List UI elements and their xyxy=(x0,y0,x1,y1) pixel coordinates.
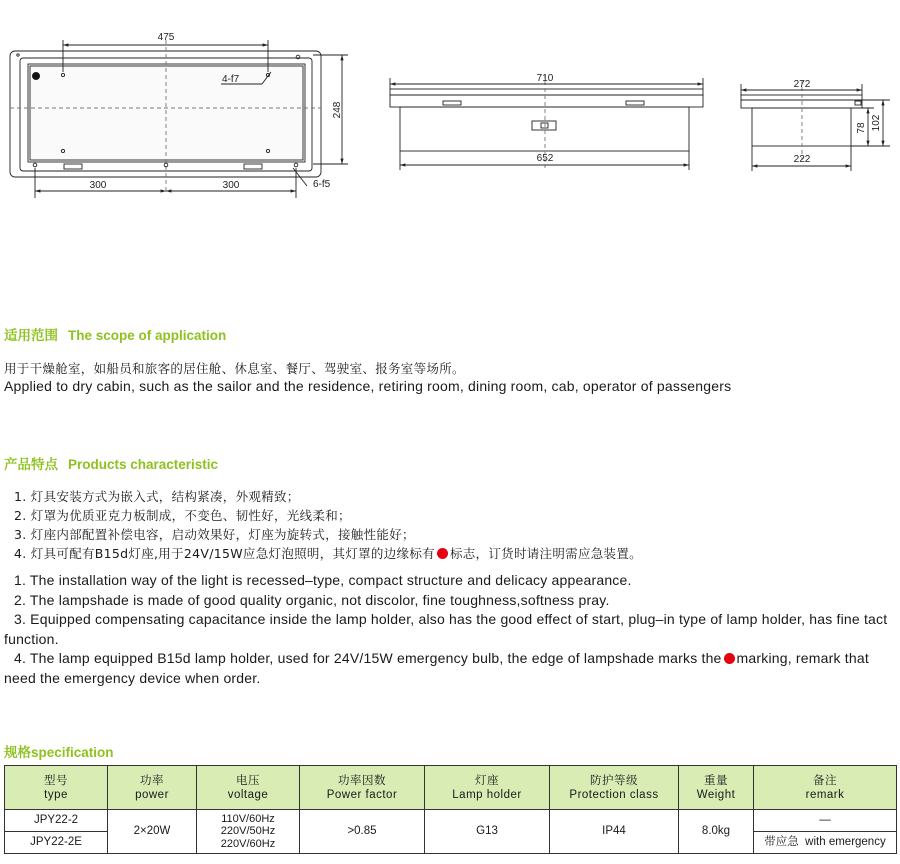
item4-zh-after: 标志，订货时请注明需应急装置。 xyxy=(449,546,642,561)
characteristic-item-en: 2. The lampshade is made of good quality organic, not discolor, fine toughness,softness pray. xyxy=(14,591,610,608)
side-long-dim-bottom: 652 xyxy=(536,153,554,164)
cell-remark: — xyxy=(754,810,897,832)
table-row xyxy=(5,810,897,832)
header-en: type xyxy=(44,788,68,801)
front-dim-top: 475 xyxy=(157,32,175,43)
voltage-line: 220V/60Hz xyxy=(220,837,276,850)
spec-header-row xyxy=(5,766,897,810)
side-short-dim-h2: 102 xyxy=(871,114,882,132)
header-remark xyxy=(754,766,897,810)
header-voltage xyxy=(197,766,300,810)
header-zh: 灯座 xyxy=(475,774,499,787)
scope-title-zh: 适用范围 xyxy=(4,328,58,343)
front-view-drawing xyxy=(10,40,348,198)
characteristic-section xyxy=(4,453,896,688)
header-power xyxy=(108,766,197,810)
scope-text-en: Applied to dry cabin, such as the sailor and the residence, retiring room, dining room, cab, operator of passengers xyxy=(4,378,732,394)
side-long-dim-top: 710 xyxy=(536,73,554,84)
characteristic-item-en-4 xyxy=(4,649,896,688)
emergency-mark-icon xyxy=(437,548,448,559)
characteristic-item-zh-4 xyxy=(4,544,896,563)
header-en: Protection class xyxy=(569,788,659,801)
side-short-dim-bottom: 222 xyxy=(793,154,811,165)
characteristic-item-en: 3. Equipped compensating capacitance inside the lamp holder, also has the good effect of start, plug–in type of lamp holder, has fine tact function. xyxy=(4,611,888,647)
characteristic-title-zh: 产品特点 xyxy=(4,457,58,472)
spec-section xyxy=(4,741,896,761)
front-holes-label: 4-f7 xyxy=(222,74,240,85)
characteristic-title xyxy=(4,453,896,473)
header-zh: 备注 xyxy=(813,774,837,787)
characteristic-item-zh: 2. 灯罩为优质亚克力板制成，不变色、韧性好，光线柔和； xyxy=(14,508,351,523)
emergency-mark-icon xyxy=(724,653,735,664)
cell-power-factor: >0.85 xyxy=(300,810,425,854)
side-short-dim-h1: 78 xyxy=(856,122,867,134)
scope-title xyxy=(4,324,896,344)
header-zh: 功率 xyxy=(140,774,164,787)
side-short-dim-top: 272 xyxy=(793,79,811,90)
cell-type: JPY22-2E xyxy=(5,832,108,854)
header-type xyxy=(5,766,108,810)
header-zh: 防护等级 xyxy=(590,774,638,787)
cell-remark: 带应急 with emergency xyxy=(754,832,897,854)
cell-weight: 8.0kg xyxy=(679,810,754,854)
header-en: Power factor xyxy=(326,788,398,801)
spec-title: 规格specification xyxy=(4,745,114,760)
header-en: Lamp holder xyxy=(452,788,522,801)
cell-type: JPY22-2 xyxy=(5,810,108,832)
technical-drawings xyxy=(0,0,900,210)
item4-en-after: marking, remark that need the emergency device when order. xyxy=(4,650,869,686)
header-en: voltage xyxy=(227,788,269,801)
front-dim-right: 300 xyxy=(222,180,240,191)
cell-lamp-holder: G13 xyxy=(425,810,550,854)
header-power-factor xyxy=(300,766,425,810)
cell-protection: IP44 xyxy=(550,810,679,854)
characteristic-list-en xyxy=(4,571,896,688)
header-en: Weight xyxy=(696,788,736,801)
characteristic-item-en: 1. The installation way of the light is recessed–type, compact structure and delicacy appearance. xyxy=(14,572,632,588)
voltage-line: 220V/50Hz xyxy=(220,825,276,838)
front-mount-label: 6-f5 xyxy=(313,179,331,190)
header-lamp-holder xyxy=(425,766,550,810)
header-zh: 重量 xyxy=(704,774,728,787)
characteristic-item-zh: 1. 灯具安装方式为嵌入式，结构紧凑，外观精致； xyxy=(14,489,300,504)
scope-section xyxy=(4,324,896,397)
header-protection xyxy=(550,766,679,810)
scope-title-en: The scope of application xyxy=(68,328,227,343)
header-zh: 型号 xyxy=(44,774,68,787)
characteristic-title-en: Products characteristic xyxy=(68,457,219,472)
header-zh: 电压 xyxy=(236,774,260,787)
header-zh: 功率因数 xyxy=(338,774,386,787)
voltage-line: 110V/60Hz xyxy=(221,812,275,825)
front-dim-left: 300 xyxy=(89,180,107,191)
scope-text-zh: 用于干燥舱室，如船员和旅客的居住舱、休息室、餐厅、驾驶室、报务室等场所。 xyxy=(4,361,465,376)
cell-voltage xyxy=(197,810,300,854)
side-short-view-drawing xyxy=(741,80,890,171)
item4-zh-before: 4. 灯具可配有B15d灯座,用于24V/15W应急灯泡照明，其灯罩的边缘标有 xyxy=(14,546,435,561)
header-weight xyxy=(679,766,754,810)
characteristic-list-zh xyxy=(4,487,896,563)
characteristic-item-zh: 3. 灯座内部配置补偿电容，启动效果好，灯座为旋转式，接触性能好； xyxy=(14,527,415,542)
front-dim-height: 248 xyxy=(332,101,343,119)
item4-en-before: 4. The lamp equipped B15d lamp holder, used for 24V/15W emergency bulb, the edge of lampshade marks the xyxy=(14,650,722,666)
header-en: remark xyxy=(805,788,845,801)
cell-power: 2×20W xyxy=(108,810,197,854)
header-en: power xyxy=(135,788,169,801)
spec-table xyxy=(4,765,897,854)
